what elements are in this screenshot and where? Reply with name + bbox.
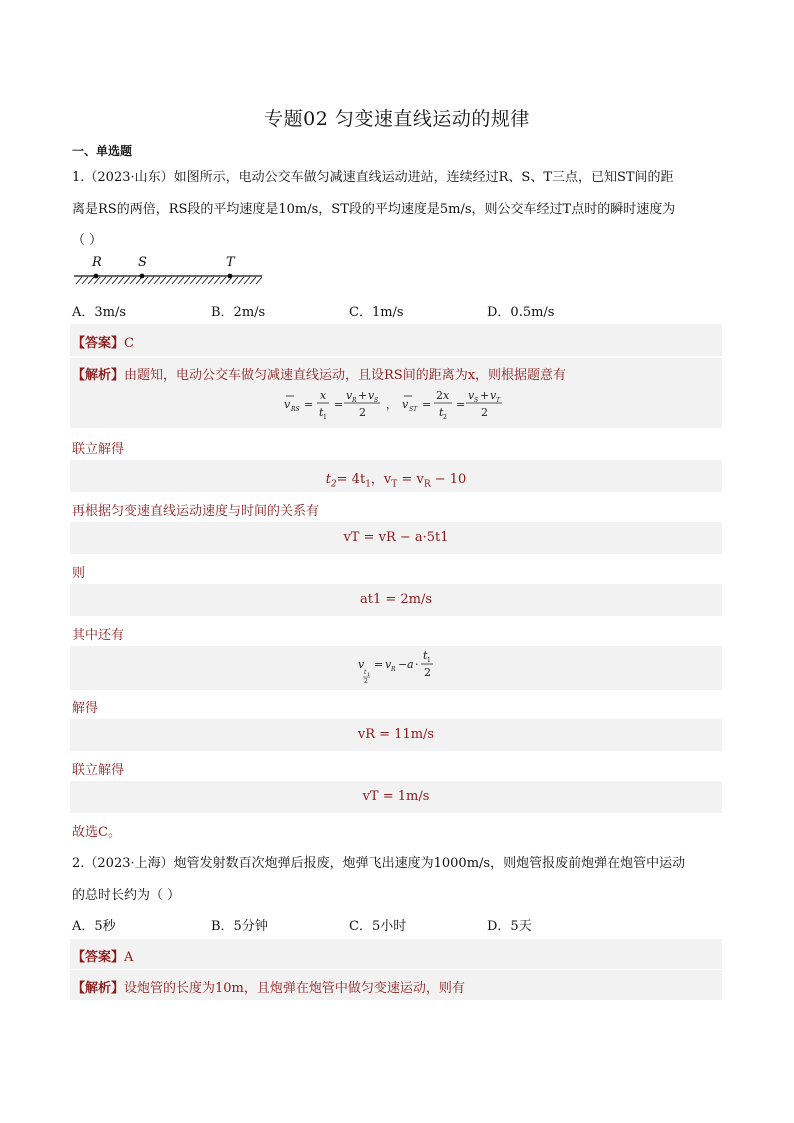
q1-stem-line3: （ ） <box>72 233 103 248</box>
svg-text:=: = <box>456 398 466 411</box>
svg-text:S: S <box>474 397 479 404</box>
answer-tag: 【答案】 <box>72 336 125 351</box>
equation-5 <box>354 648 444 688</box>
svg-text:=: = <box>374 658 384 671</box>
analysis-tag: 【解析】 <box>72 368 125 383</box>
answer-tag: 【答案】 <box>72 950 125 965</box>
equation-4: at1 = 2m/s <box>359 592 433 607</box>
svg-text:S: S <box>374 397 379 404</box>
svg-text:v: v <box>402 398 409 411</box>
step-also: 其中还有 <box>72 628 125 643</box>
section-heading: 一、单选题 <box>72 144 133 158</box>
svg-text:2: 2 <box>436 389 443 402</box>
q1-option-d: D．0.5m/s <box>487 305 555 320</box>
page-title: 专题02 匀变速直线运动的规律 <box>264 108 530 130</box>
point-r-label: R <box>92 255 102 270</box>
svg-text:v: v <box>468 389 475 402</box>
analysis-text: 设炮管的长度为10m，且炮弹在炮管中做匀变速运动，则有 <box>124 981 465 996</box>
q1-conclusion: 故选C。 <box>72 825 121 840</box>
svg-text:1: 1 <box>367 672 371 678</box>
svg-text:+: + <box>480 389 490 402</box>
svg-text:+: + <box>358 389 368 402</box>
svg-text:t: t <box>319 406 324 419</box>
svg-text:t: t <box>439 406 444 419</box>
q1-option-a: A．3m/s <box>72 305 127 320</box>
svg-text:v: v <box>284 398 291 411</box>
answer-value: A <box>124 950 134 965</box>
answer-value: C <box>124 336 134 351</box>
q1-stem-line1: 1.（2023·山东）如图所示，电动公交车做匀减速直线运动进站，连续经过R、S、T三点，已知ST间的距 <box>72 170 674 185</box>
q1-option-b: B．2m/s <box>211 305 266 320</box>
svg-text:v: v <box>490 389 497 402</box>
step-solve: 解得 <box>72 701 99 716</box>
step-combine-2: 联立解得 <box>72 763 125 778</box>
svg-text:2: 2 <box>359 406 366 419</box>
equation-3: vT = vR − a·5t1 <box>343 530 449 545</box>
step-then: 则 <box>72 566 86 581</box>
equation-6: vR = 11m/s <box>357 727 435 742</box>
q1-stem-line2: 离是RS的两倍，RS段的平均速度是10m/s，ST段的平均速度是5m/s，则公交车经过T点时的瞬时速度为 <box>72 202 676 217</box>
svg-text:ST: ST <box>409 406 418 413</box>
q2-option-d: D．5天 <box>487 919 532 934</box>
svg-text:v: v <box>358 658 365 671</box>
point-t-label: T <box>226 255 235 270</box>
svg-text:=: = <box>334 398 344 411</box>
q2-stem-line1: 2.（2023·上海）炮管发射数百次炮弹后报废，炮弹飞出速度为1000m/s，则炮管报废前炮弹在炮管中运动 <box>72 856 686 871</box>
point-s-label: S <box>138 255 147 270</box>
svg-text:t: t <box>423 649 428 662</box>
road-hatching <box>76 277 262 284</box>
q2-analysis <box>72 977 465 996</box>
step-velocity-time: 再根据匀变速直线运动速度与时间的关系有 <box>72 504 320 519</box>
step-combine-1: 联立解得 <box>72 442 125 457</box>
svg-text:2: 2 <box>364 678 368 685</box>
svg-text:2: 2 <box>481 406 488 419</box>
equation-1 <box>280 386 520 426</box>
svg-text:v: v <box>385 658 392 671</box>
q1-answer <box>72 332 134 351</box>
analysis-tag: 【解析】 <box>72 981 125 996</box>
analysis-text: 由题知，电动公交车做匀减速直线运动，且设RS间的距离为x，则根据题意有 <box>124 368 567 383</box>
svg-text:T: T <box>496 397 501 404</box>
q2-stem-line2: 的总时长约为（ ） <box>72 888 181 903</box>
svg-text:=: = <box>304 398 314 411</box>
q1-analysis <box>72 364 566 383</box>
svg-text:R: R <box>391 666 396 673</box>
q1-road-figure <box>72 252 266 288</box>
q2-answer <box>72 946 133 965</box>
q1-option-c: C．1m/s <box>349 305 404 320</box>
svg-text:1: 1 <box>427 657 431 664</box>
svg-text:，: ， <box>386 398 397 411</box>
q1-answer-band <box>70 324 722 356</box>
svg-text:v: v <box>346 389 353 402</box>
svg-text:=: = <box>422 398 432 411</box>
svg-text:x: x <box>320 389 327 402</box>
svg-text:R: R <box>352 397 357 404</box>
svg-text:2: 2 <box>424 666 431 679</box>
svg-text:x: x <box>443 389 450 402</box>
q2-option-c: C．5小时 <box>349 919 407 934</box>
svg-text:t: t <box>364 669 367 676</box>
svg-text:v: v <box>368 389 375 402</box>
q2-option-b: B．5分钟 <box>211 919 268 934</box>
q2-answer-band <box>70 939 722 969</box>
equation-2: $t_2= 4t_1$，$v_T = v_R - 10$ <box>325 472 467 490</box>
q2-option-a: A．5秒 <box>72 919 116 934</box>
svg-text:1: 1 <box>323 414 327 421</box>
svg-text:−: − <box>398 658 408 671</box>
equation-7: vT = 1m/s <box>362 789 430 804</box>
svg-text:RS: RS <box>291 406 300 413</box>
svg-text:·: · <box>415 658 419 671</box>
svg-text:2: 2 <box>443 414 447 421</box>
svg-text:a: a <box>407 658 414 671</box>
